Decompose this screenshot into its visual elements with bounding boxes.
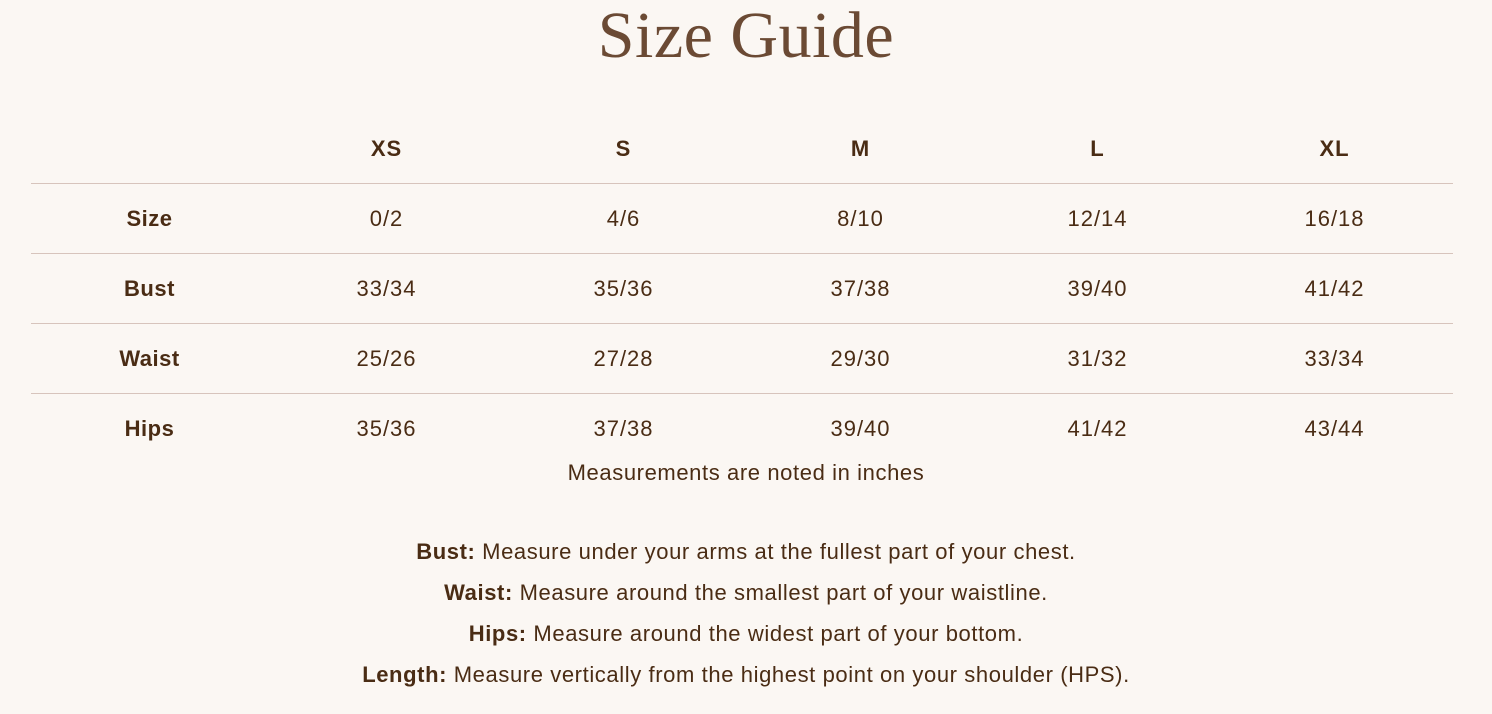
- table-cell: 4/6: [606, 205, 641, 231]
- row-label: Bust: [124, 275, 175, 301]
- table-cell: 35/36: [593, 275, 654, 301]
- header-cell-xl: XL: [1319, 135, 1350, 161]
- measurement-note: Measurements are noted in inches: [567, 460, 925, 485]
- table-cell: 37/38: [830, 275, 891, 301]
- table-cell: 39/40: [830, 415, 891, 441]
- table-cell: 35/36: [356, 415, 417, 441]
- table-cell: 27/28: [593, 345, 654, 371]
- header-cell-l: L: [1090, 135, 1105, 161]
- definition-bust: [0, 535, 1492, 576]
- row-label: Waist: [119, 345, 180, 371]
- table-row-hips: [31, 394, 1453, 463]
- header-cell-m: M: [850, 135, 871, 161]
- table-row-bust: [31, 254, 1453, 324]
- definition-term: Hips:: [468, 621, 527, 646]
- table-cell: 16/18: [1304, 205, 1365, 231]
- table-cell: 0/2: [369, 205, 404, 231]
- table-cell: 43/44: [1304, 415, 1365, 441]
- definition-hips: [0, 617, 1492, 658]
- table-cell: 25/26: [356, 345, 417, 371]
- definition-term: Waist:: [444, 580, 513, 605]
- measurement-definitions: [0, 535, 1492, 699]
- table-cell: 37/38: [593, 415, 654, 441]
- definition-text: Measure around the smallest part of your waistline.: [512, 580, 1048, 605]
- table-cell: 31/32: [1067, 345, 1128, 371]
- definition-text: Measure around the widest part of your bottom.: [526, 621, 1024, 646]
- table-cell: 39/40: [1067, 275, 1128, 301]
- definition-text: Measure vertically from the highest point on your shoulder (HPS).: [447, 662, 1130, 687]
- row-label: Hips: [124, 415, 175, 441]
- table-cell: 41/42: [1304, 275, 1365, 301]
- header-cell-s: S: [615, 135, 632, 161]
- table-cell: 12/14: [1067, 205, 1128, 231]
- table-cell: 29/30: [830, 345, 891, 371]
- definition-length: [0, 658, 1492, 699]
- page-title: Size Guide: [597, 0, 895, 72]
- table-row-waist: [31, 324, 1453, 394]
- size-table: [31, 114, 1453, 463]
- row-label: Size: [126, 205, 173, 231]
- table-cell: 33/34: [1304, 345, 1365, 371]
- header-cell-xs: XS: [370, 135, 403, 161]
- table-cell: 8/10: [837, 205, 884, 231]
- table-header-row: [31, 114, 1453, 184]
- table-row-size: [31, 184, 1453, 254]
- definition-term: Length:: [362, 662, 448, 687]
- table-cell: 41/42: [1067, 415, 1128, 441]
- table-cell: 33/34: [356, 275, 417, 301]
- definition-waist: [0, 576, 1492, 617]
- definition-text: Measure under your arms at the fullest part of your chest.: [475, 539, 1076, 564]
- definition-term: Bust:: [416, 539, 476, 564]
